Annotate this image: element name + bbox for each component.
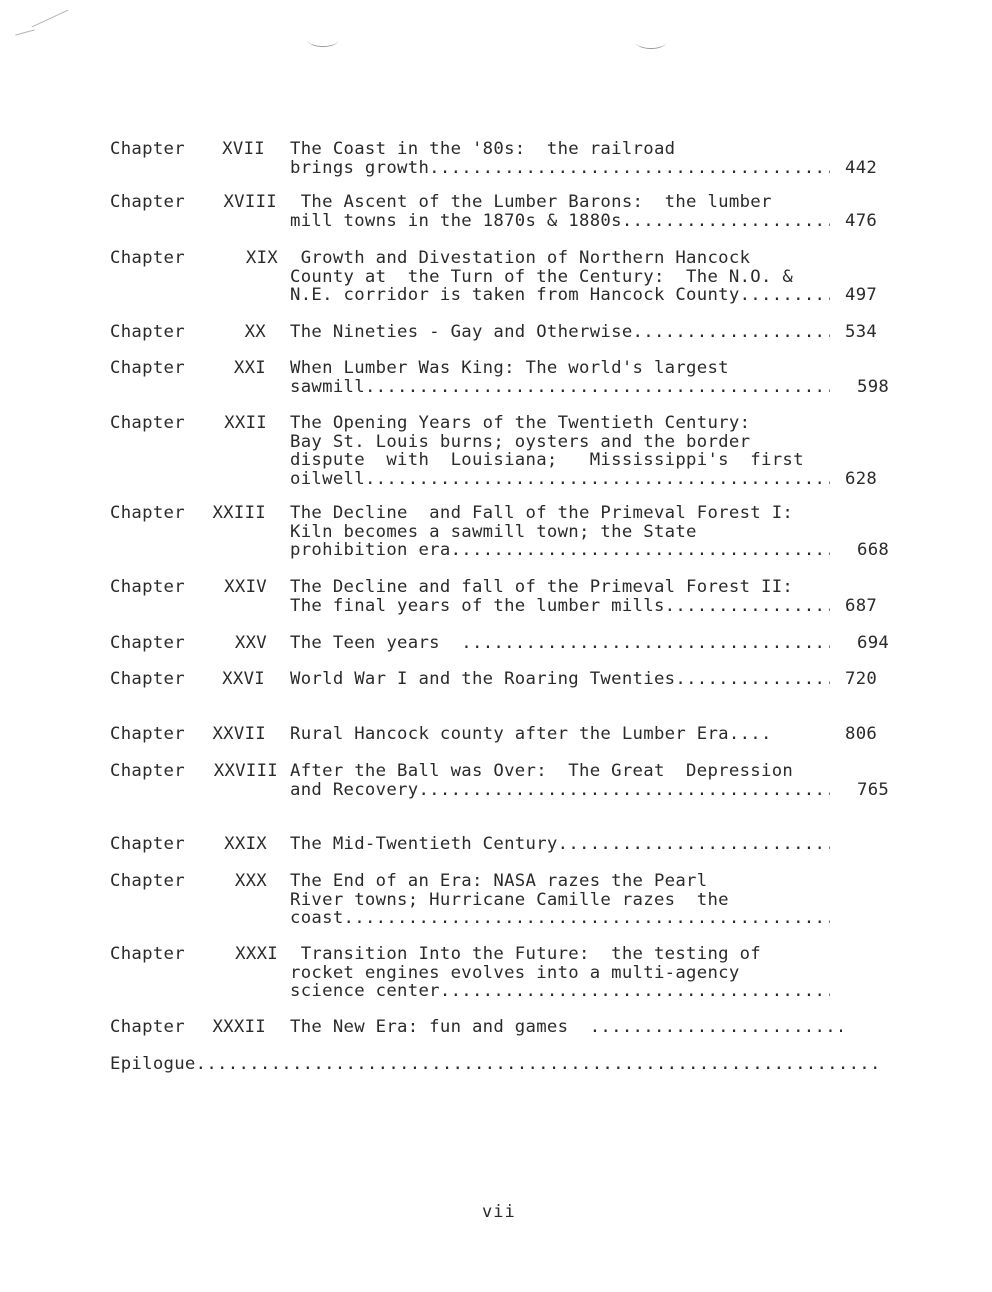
dot-leader bbox=[622, 212, 830, 231]
title-line: The Decline and fall of the Primeval Forest II: bbox=[290, 577, 794, 597]
chapter-label: Chapter bbox=[110, 413, 185, 433]
chapter-numeral: XXX bbox=[234, 871, 267, 891]
title-text: The Mid-Twentieth Century bbox=[290, 834, 558, 854]
chapter-label: Chapter bbox=[110, 1017, 185, 1037]
chapter-title bbox=[290, 762, 890, 799]
chapter-label: Chapter bbox=[110, 248, 185, 268]
page-ref: 442 bbox=[845, 157, 878, 178]
dot-leader bbox=[365, 378, 830, 397]
chapter-title bbox=[290, 835, 890, 854]
chapter-label: Chapter bbox=[110, 761, 185, 781]
title-line bbox=[290, 541, 830, 560]
title-line: Kiln becomes a sawmill town; the State bbox=[290, 521, 697, 542]
title-text: The New Era: fun and games bbox=[290, 1017, 590, 1037]
title-line bbox=[290, 781, 830, 800]
page-ref: 765 bbox=[857, 779, 890, 800]
title-line bbox=[290, 286, 830, 305]
title-line: County at the Turn of the Century: The N.O. & bbox=[290, 266, 794, 287]
dot-leader bbox=[429, 159, 830, 178]
chapter-title bbox=[290, 323, 890, 342]
title-line: Transition Into the Future: the testing of bbox=[290, 944, 761, 964]
chapter-numeral: XX bbox=[244, 322, 266, 342]
scan-mark bbox=[32, 10, 69, 28]
title-line bbox=[290, 982, 830, 1001]
title-line: River towns; Hurricane Camille razes the bbox=[290, 889, 729, 910]
title-line bbox=[290, 159, 830, 178]
page-ref: 668 bbox=[857, 540, 890, 561]
title-text: science center bbox=[290, 981, 440, 1002]
page-ref: 720 bbox=[845, 669, 878, 689]
page-ref: 598 bbox=[857, 376, 890, 397]
chapter-numeral: XXIV bbox=[224, 577, 267, 597]
title-line: When Lumber Was King: The world's largest bbox=[290, 358, 729, 378]
chapter-numeral: XXV bbox=[234, 633, 267, 653]
chapter-numeral: XXII bbox=[224, 413, 267, 433]
title-line bbox=[290, 323, 830, 342]
chapter-title bbox=[290, 1018, 890, 1037]
chapter-numeral: XXIII bbox=[212, 503, 266, 523]
chapter-label: Chapter bbox=[110, 944, 185, 964]
chapter-title bbox=[290, 725, 890, 744]
title-text: oilwell bbox=[290, 468, 365, 489]
title-line: The End of an Era: NASA razes the Pearl bbox=[290, 871, 708, 891]
chapter-numeral: XXXII bbox=[212, 1017, 266, 1037]
page-ref: 806 bbox=[845, 724, 878, 744]
title-line: Rural Hancock county after the Lumber Era.... bbox=[290, 724, 772, 744]
dot-leader bbox=[772, 286, 830, 305]
title-line bbox=[290, 212, 830, 231]
chapter-numeral: XVIII bbox=[223, 192, 277, 212]
title-line bbox=[290, 670, 830, 689]
chapter-title bbox=[290, 634, 890, 653]
chapter-title bbox=[290, 414, 890, 488]
title-text: mill towns in the 1870s & 1880s bbox=[290, 210, 622, 231]
chapter-title bbox=[290, 872, 890, 928]
dot-leader bbox=[590, 1018, 842, 1037]
dot-leader bbox=[675, 670, 830, 689]
dot-leader bbox=[440, 982, 830, 1001]
title-line: rocket engines evolves into a multi-agency bbox=[290, 962, 740, 983]
chapter-title bbox=[290, 670, 890, 689]
chapter-title bbox=[290, 578, 890, 615]
dot-leader bbox=[665, 597, 830, 616]
epilogue-label: Epilogue bbox=[110, 1054, 196, 1074]
chapter-label: Chapter bbox=[110, 834, 185, 854]
chapter-label: Chapter bbox=[110, 669, 185, 689]
chapter-title bbox=[290, 504, 890, 560]
title-line bbox=[290, 1018, 842, 1037]
dot-leader bbox=[461, 634, 830, 653]
chapter-title bbox=[290, 249, 890, 305]
title-line bbox=[290, 634, 830, 653]
scan-mark bbox=[15, 29, 35, 35]
title-text: brings growth bbox=[290, 157, 430, 178]
title-line bbox=[290, 597, 830, 616]
chapter-numeral: XXVII bbox=[212, 724, 266, 744]
chapter-numeral: XXXI bbox=[235, 944, 278, 964]
title-line: Bay St. Louis burns; oysters and the border bbox=[290, 431, 751, 452]
chapter-numeral: XXI bbox=[233, 358, 266, 378]
chapter-title bbox=[290, 945, 890, 1001]
title-line: Growth and Divestation of Northern Hancock bbox=[290, 248, 751, 268]
title-line: The Ascent of the Lumber Barons: the lumber bbox=[290, 192, 772, 212]
chapter-numeral: XIX bbox=[245, 248, 278, 268]
title-text: The Teen years bbox=[290, 633, 462, 653]
chapter-title bbox=[290, 193, 890, 230]
page-ref: 628 bbox=[845, 468, 878, 489]
page-ref: 497 bbox=[845, 285, 878, 306]
title-text: and Recovery bbox=[290, 779, 419, 800]
chapter-numeral: XXIX bbox=[224, 834, 267, 854]
page-ref: 687 bbox=[845, 595, 878, 616]
page-ref: 694 bbox=[857, 633, 890, 653]
title-line bbox=[290, 470, 830, 489]
title-text: prohibition era bbox=[290, 540, 451, 561]
punch-hole-mark bbox=[308, 34, 338, 47]
chapter-label: Chapter bbox=[110, 724, 185, 744]
page-ref: 476 bbox=[845, 210, 878, 231]
chapter-numeral: XXVIII bbox=[213, 761, 278, 781]
chapter-numeral: XVII bbox=[222, 139, 265, 159]
dot-leader bbox=[344, 909, 830, 928]
punch-hole-mark bbox=[636, 36, 666, 49]
dot-leader bbox=[418, 781, 830, 800]
title-line bbox=[290, 835, 830, 854]
page-number: vii bbox=[482, 1202, 516, 1222]
chapter-label: Chapter bbox=[110, 633, 185, 653]
dot-leader bbox=[633, 323, 830, 342]
chapter-label: Chapter bbox=[110, 871, 185, 891]
title-text: The final years of the lumber mills bbox=[290, 595, 665, 616]
title-line bbox=[290, 909, 830, 928]
epilogue-entry bbox=[110, 1055, 880, 1074]
dot-leader bbox=[558, 835, 830, 854]
title-line: The Coast in the '80s: the railroad bbox=[290, 139, 676, 159]
chapter-title bbox=[290, 359, 890, 396]
title-line: dispute with Louisiana; Mississippi's first bbox=[290, 450, 804, 471]
title-line: The Decline and Fall of the Primeval Forest I: bbox=[290, 503, 794, 523]
chapter-label: Chapter bbox=[110, 503, 185, 523]
chapter-numeral: XXVI bbox=[222, 669, 265, 689]
chapter-label: Chapter bbox=[110, 322, 185, 342]
title-text: N.E. corridor is taken from Hancock County... bbox=[290, 285, 772, 306]
title-text: sawmill bbox=[290, 376, 365, 397]
title-line: After the Ball was Over: The Great Depression bbox=[290, 761, 794, 781]
dot-leader bbox=[365, 470, 830, 489]
title-line: The Opening Years of the Twentieth Century: bbox=[290, 413, 751, 433]
dot-leader bbox=[196, 1055, 880, 1074]
title-text: coast bbox=[290, 908, 344, 929]
page-ref: 534 bbox=[845, 322, 878, 342]
dot-leader bbox=[451, 541, 830, 560]
chapter-label: Chapter bbox=[110, 139, 185, 159]
chapter-label: Chapter bbox=[110, 192, 185, 212]
chapter-label: Chapter bbox=[110, 577, 185, 597]
title-text: The Nineties - Gay and Otherwise bbox=[290, 322, 633, 342]
chapter-title bbox=[290, 140, 890, 177]
title-line bbox=[290, 378, 830, 397]
title-text: World War I and the Roaring Twenties bbox=[290, 669, 676, 689]
chapter-label: Chapter bbox=[110, 358, 185, 378]
